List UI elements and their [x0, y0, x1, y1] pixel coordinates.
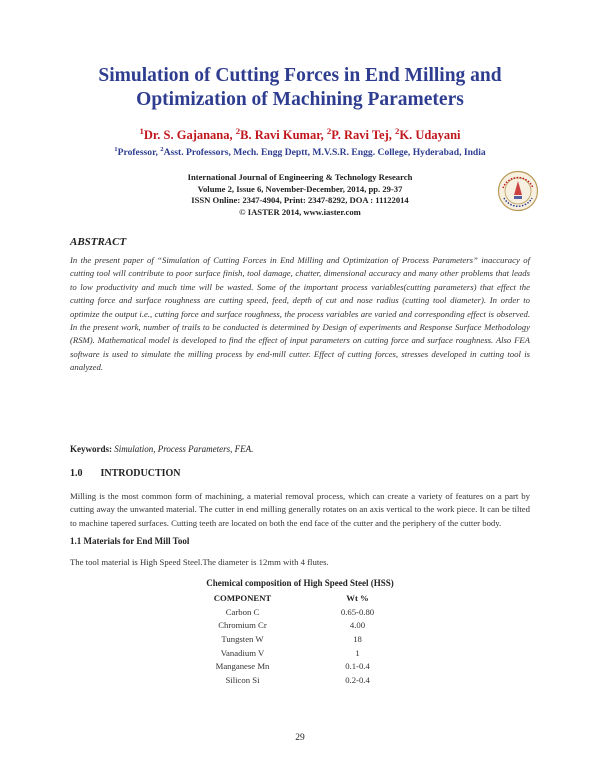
affiliation-sup-1: 1: [114, 146, 118, 153]
table-row: [185, 619, 415, 633]
author-1-sup: 1: [139, 126, 144, 136]
affiliation-part-1: Professor,: [117, 147, 161, 159]
author-3-sup: 2: [326, 126, 332, 136]
abstract-text: In the present paper of “Simulation of Cutting Forces in End Milling and Optimization of Process Parameters” inaccuracy of cutting tool will contribute to poor surface finish, tool damage, chatter, dimensional accuracy and many other problems that leads to low productivity and much time will be wasted. Some of the important process variables(cutting parameters) that effect the cutting force and surface roughness are cutting speed, feed, depth of cut and nose radius (cutting tool diameter). In order to optimize the output i.e., cutting force and surface roughness, the process variables are varied and corresponding effect is observed. In the present work, number of trails to be conducted is determined by Design of experiments and Response Surface Methodology (RSM). Mathematical model is developed to find the effect of input parameters on cutting force and surface roughness. Also FEA software is used to simulate the milling process by end-mill cutter. Effect of cutting forces, stresses developed in cutting tool is analyzed.: [70, 255, 530, 373]
abstract-heading: ABSTRACT: [70, 236, 127, 248]
author-2-sup: 2: [235, 126, 241, 136]
table-caption: Chemical composition of High Speed Steel (HSS): [206, 578, 394, 588]
author-list: [40, 126, 560, 143]
subsection-heading: 1.1 Materials for End Mill Tool: [70, 536, 190, 546]
component-cell: Vanadium V: [220, 647, 265, 658]
weight-cell: 1: [355, 647, 360, 658]
component-cell: Chromium Cr: [218, 620, 267, 631]
author-1-name: Dr. S. Gajanana,: [143, 128, 236, 143]
title-line-1: Simulation of Cutting Forces in End Milling and: [98, 65, 502, 86]
title-line-2: Optimization of Machining Parameters: [136, 89, 464, 110]
section-title: INTRODUCTION: [100, 468, 181, 479]
keywords-text: Simulation, Process Parameters, FEA.: [114, 444, 254, 454]
composition-table: [185, 591, 415, 687]
journal-volume: Volume 2, Issue 6, November-December, 2014, pp. 29-37: [197, 183, 403, 194]
table-row: [185, 632, 415, 646]
weight-cell: 18: [353, 633, 362, 644]
affiliation: [40, 146, 560, 158]
journal-info: [120, 172, 480, 218]
author-3-name: P. Ravi Tej,: [331, 128, 396, 143]
component-cell: Manganese Mn: [215, 661, 270, 672]
affiliation-sup-2: 2: [160, 146, 164, 153]
journal-copyright: © IASTER 2014, www.iaster.com: [239, 206, 361, 217]
journal-logo-icon: [497, 170, 539, 212]
table-row: [185, 605, 415, 619]
column-header-component: COMPONENT: [213, 593, 272, 603]
table-header-row: [185, 591, 415, 605]
weight-cell: 0.65-0.80: [340, 606, 375, 617]
paper-title: [40, 64, 560, 112]
keywords-label: Keywords:: [70, 444, 112, 454]
table-row: [185, 659, 415, 673]
section-heading-introduction: [70, 468, 181, 479]
author-2-name: B. Ravi Kumar,: [240, 128, 327, 143]
section-number: 1.0: [70, 468, 83, 479]
weight-cell: 0.1-0.4: [345, 661, 370, 672]
component-cell: Tungsten W: [221, 633, 264, 644]
weight-cell: 0.2-0.4: [345, 674, 370, 685]
weight-cell: 4.00: [349, 620, 366, 631]
table-row: [185, 673, 415, 687]
journal-name: International Journal of Engineering & Technology Research: [187, 172, 413, 182]
keywords: [70, 444, 253, 454]
author-4-name: K. Udayani: [399, 128, 461, 143]
component-cell: Carbon C: [225, 606, 260, 617]
page-number: 29: [295, 733, 305, 743]
affiliation-part-2: Asst. Professors, Mech. Engg Deptt, M.V.S.R. Engg. College, Hyderabad, India: [163, 147, 486, 159]
column-header-weight: Wt %: [346, 593, 369, 603]
subsection-text: The tool material is High Speed Steel.The diameter is 12mm with 4 flutes.: [70, 557, 329, 567]
author-4-sup: 2: [395, 126, 400, 136]
journal-issn: ISSN Online: 2347-4904, Print: 2347-8292, DOA : 11122014: [191, 195, 409, 206]
component-cell: Silicon Si: [225, 674, 260, 685]
introduction-text: Milling is the most common form of machining, a material removal process, which can create a variety of features on a part by cutting away the unwanted material. The cutter in end milling generally rotates on an axis vertical to the work piece. It can be tilted to machine tapered surfaces. Cutting teeth are located on both the end face of the cutter and the periphery of the cutter body.: [70, 491, 530, 528]
table-row: [185, 646, 415, 660]
